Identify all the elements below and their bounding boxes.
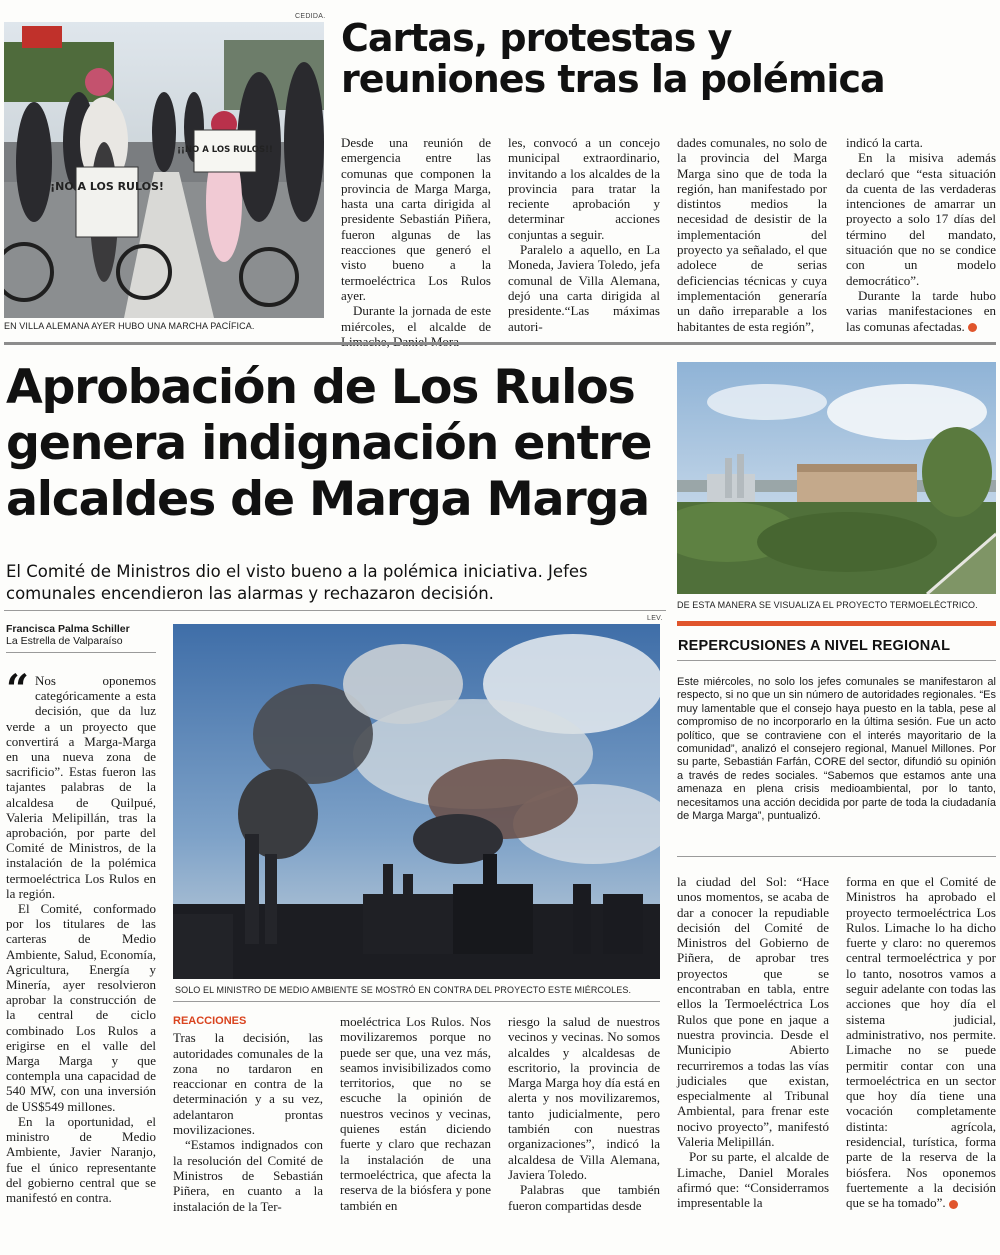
publication-name: La Estrella de Valparaíso <box>6 635 123 647</box>
top-story-paragraph: indicó la carta. <box>846 135 923 150</box>
main-story-paragraph: En la oportunidad, el ministro de Medio Ambiente, Javier Naranjo, fue el único representante del gobierno central que se manifestó en contra. <box>6 1113 156 1205</box>
top-story-last-paragraph: Durante la tarde hubo varias manifestaciones en las comunas afectadas. <box>846 287 996 334</box>
reactions-kicker: REACCIONES <box>173 1015 247 1027</box>
end-of-article-icon <box>949 1200 958 1209</box>
end-of-article-icon <box>968 323 977 332</box>
smoke-photo-credit: LEV. <box>647 615 663 622</box>
top-story-paragraph: les, convocó a un concejo municipal extraordinario, invitando a los alcaldes de la provincia para tratar la reciente aprobación y determinar acciones conjuntas a seguir. <box>508 135 660 242</box>
top-story-column-4 <box>846 135 996 334</box>
sidebar-heading-divider <box>677 660 996 661</box>
protest-photo-caption: EN VILLA ALEMANA AYER HUBO UNA MARCHA PACÍFICA. <box>4 321 255 331</box>
top-story-paragraph: Durante la jornada de este miércoles, el alcalde de <box>341 303 491 334</box>
main-story-paragraph: Por su parte, el alcalde de Limache, Daniel Morales afirmó que: “Considerramos impresentable la <box>677 1149 829 1211</box>
byline-divider <box>6 652 156 653</box>
main-story-paragraph: riesgo la salud de nuestros vecinos y vecinas. No somos alcaldes y alcaldesas de escritorio, la provincia de Marga Marga hoy día está en alerta y nos movilizaremos, tanto judicialmente, pero también con nuestras organizaciones”, indicó la alcaldesa de Villa Alemana, Javiera Toledo. <box>508 1014 660 1182</box>
main-story-subtitle: El Comité de Ministros dio el visto bueno a la polémica iniciativa. Jefes comunales encendieron las alarmas y rechazaron decisión. <box>6 562 588 603</box>
top-story-title: Cartas, protestas y reuniones tras la polémica <box>341 16 885 101</box>
section-divider <box>4 342 996 345</box>
main-story-column-3 <box>340 1014 491 1213</box>
author-name: Francisca Palma Schiller <box>6 623 130 635</box>
opening-quote-mark: “ <box>6 666 30 713</box>
subtitle-divider <box>4 610 666 611</box>
protest-sign-1: ¡NO A LOS RULOS! <box>50 180 164 193</box>
protest-photo <box>4 22 324 318</box>
main-story-paragraph: Tras la decisión, las autoridades comunales de la zona no tardaron en reaccionar en contra de la determinación y a su vez, adelantaron prontas movilizaciones. <box>173 1030 323 1138</box>
main-story-paragraph: El Comité, conformado por los titulares de las carteras de Medio Ambiente, Salud, Economía, Agricultura, Energía y Minería, ayer resolvieron aprobar la construcción de la central de ciclo combinado Los Rulos a erigirse en el valle del Marga Marga y que contempla una capacidad de 540 MW, con una inversión de US$549 millones. <box>6 901 156 1114</box>
top-story-paragraph: Paralelo a aquello, en La Moneda, Javiera Toledo, jefa comunal de Villa Alemana, dejó una carta dirigida al presidente.“Las máximas autori- <box>508 242 660 334</box>
project-render-caption: DE ESTA MANERA SE VISUALIZA EL PROYECTO TERMOELÉCTRICO. <box>677 600 978 610</box>
main-story-paragraph: moeléctrica Los Rulos. Nos movilizaremos porque no puede ser que, una vez más, seamos invisibilizados como territorios, que no se escuche la opinión de nuestros vecinos y vecinas, quienes están diciendo fuerte y claro que rechazan la instalación de una termoeléctrica, que afecta la reserva de la biósfera y pone también en <box>340 1014 491 1213</box>
sidebar-heading: REPERCUSIONES A NIVEL REGIONAL <box>678 638 951 654</box>
main-story-paragraph: Palabras que también fueron compartidas desde <box>508 1182 660 1213</box>
byline <box>6 623 130 647</box>
main-story-title: Aprobación de Los Rulos genera indignación entre alcaldes de Marga Marga <box>6 360 652 527</box>
project-render-photo <box>677 362 996 594</box>
main-story-paragraph <box>846 874 996 1211</box>
smokestacks-photo <box>173 624 660 979</box>
sidebar-bottom-divider <box>677 856 996 857</box>
protest-photo-credit: CEDIDA. <box>295 13 326 20</box>
main-story-paragraph: “Estamos indignados con la resolución del Comité de Ministros de Sebastián Piñera, en cuanto a la instalación de la Ter- <box>173 1137 323 1214</box>
top-story-column-3 <box>677 135 827 334</box>
main-story-paragraph: la ciudad del Sol: “Hace unos momentos, se acaba de dar a conocer la repudiable decisión del Comité de Ministros del Gobierno de Piñera, de aprobar tres proyectos que se encontraban en tabla, entre ellos la Termoeléctrica Los Rulos que pone en jaque a nuestra provincia. Desde el Municipio Abierto recurriremos a todas las vías judiciales que existan, especialmente al Tribunal Ambiental, para frenar este nocivo proyecto”, manifestó Valeria Melipillán. <box>677 874 829 1150</box>
top-story-paragraph: En la misiva además declaró que “esta situación da cuenta de las verdaderas intenciones de amarrar un proyecto a solo 17 días del término del mandato, situación que no se condice con un modelo democrático”. <box>846 150 996 288</box>
sidebar-accent-bar <box>677 621 996 626</box>
protest-sign-2: ¡¡NO A LOS RULOS!! <box>177 145 273 155</box>
sidebar-text: Este miércoles, no solo los jefes comunales se manifestaron al respecto, si no que un sin número de autoridades regionales. “Es muy lamentable que el consejo haya puesto en la tabla, pese al compromiso de no incorporarlo en la última sesión. Fue un acto político, que se contraviene con el interés mayoritario de la comunidad”, analizó el consejero regional, Manuel Millones. Por su parte, Sebastián Farfán, CORE del sector, difundió su opinión a través de redes sociales. “Sabemos que estamos ante una amenaza en plena crisis medioambiental, por lo tanto, necesitamos una acción decidida por parte de toda la ciudadanía de Marga Marga”, puntualizó. <box>677 676 996 823</box>
top-story-paragraph: Desde una reunión de emergencia entre las comunas que componen la provincia de Marga Marga, hasta una carta dirigida al presidente Sebastián Piñera, fueron algunas de las reacciones que generó el visto bueno a la termoeléctrica Los Rulos ayer. <box>341 135 491 303</box>
main-story-column-4 <box>508 1014 660 1213</box>
smokestacks-caption: SOLO EL MINISTRO DE MEDIO AMBIENTE SE MOSTRÓ EN CONTRA DEL PROYECTO ESTE MIÉRCOLES. <box>175 985 632 995</box>
top-story-paragraph: dades comunales, no solo de la provincia del Marga Marga sino que de toda la región, han manifestado por distintos medios la necesidad de desistir de la implementación del proyecto ya señalado, el que adolece de serias deficiencias técnicas y cuya implementación generaría un daño irreparable a los habitantes de esta región”, <box>677 135 827 334</box>
top-story-column-1 <box>341 135 491 349</box>
main-story-column-6 <box>846 874 996 1211</box>
main-story-column-2 <box>173 1014 323 1214</box>
caption-divider <box>173 1001 660 1002</box>
top-story-column-2 <box>508 135 660 334</box>
main-story-column-5 <box>677 874 829 1211</box>
top-story-paragraph <box>846 288 996 334</box>
main-story-column-1 <box>6 666 156 1205</box>
main-story-last-paragraph: forma en que el Comité de Ministros ha aprobado el proyecto termoeléctrica Los Rulos. Limache lo ha dicho fuerte y claro: no queremos central termoeléctrica y por lo tanto, nosotros vamos a seguir adelante con todas las acciones que hoy día el sistema judicial, administrativo, nos permite. Limache no se puede permitir contar con una termoeléctrica en un sector que hoy día tiene una vocación completamente distinta: agrícola, residencial, turística, forma parte de la reserva de la biósfera. Nos oponemos fuertemente a la decisión que se ha tomado”. <box>846 874 996 1211</box>
main-story-paragraph: Nos oponemos categóricamente a esta decisión, que da luz verde a un proyecto que convertirá a Marga-Marga en una nueva zona de sacrificio”. Estas fueron las tajantes palabras de la alcaldesa de Quilpué, Valeria Melipillán, tras la aprobación, por parte del Comité de Ministros, de la instalación de la polémica termoeléctrica Los Rulos en la región. <box>6 673 156 901</box>
